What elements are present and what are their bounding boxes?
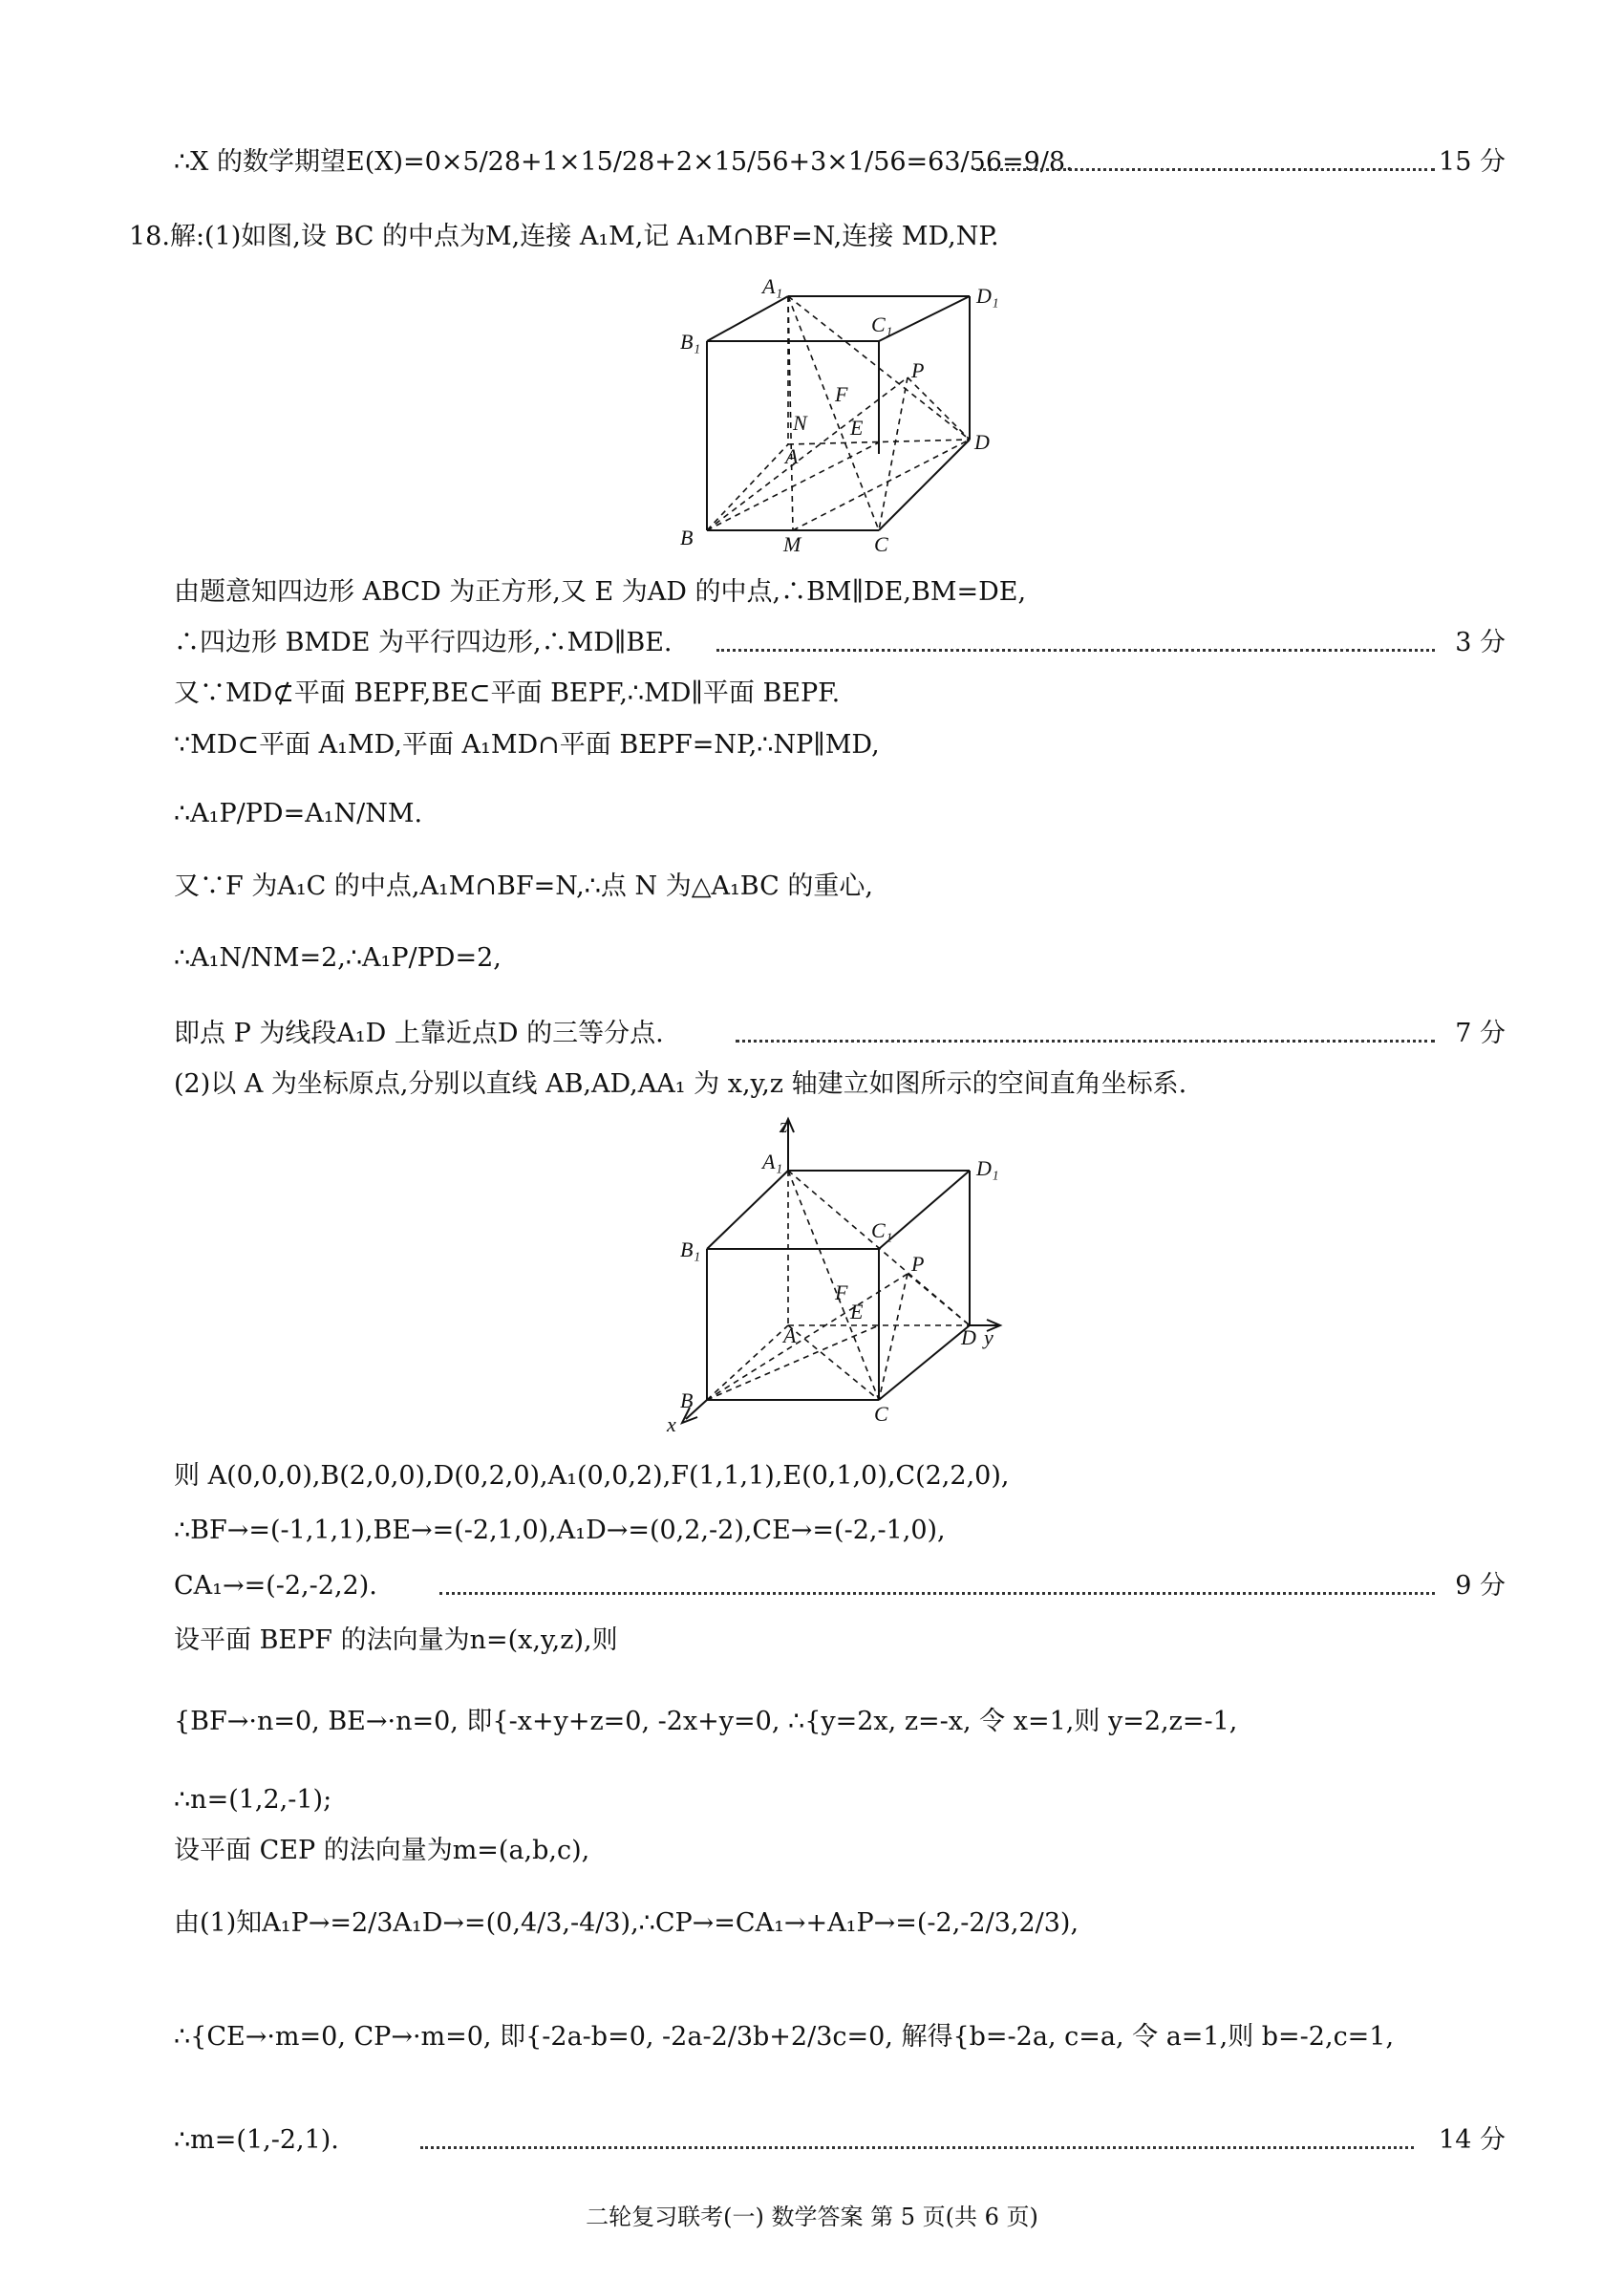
- dot-leader: [976, 168, 1435, 171]
- line-parallelogram: ∴四边形 BMDE 为平行四边形,∴MD∥BE.: [174, 628, 673, 657]
- label-B1: B₁: [680, 330, 701, 354]
- label-B: B: [680, 526, 694, 549]
- line-normal-n: 设平面 BEPF 的法向量为n=(x,y,z),则: [174, 1625, 618, 1655]
- label-C: C: [874, 532, 888, 556]
- label-D: D: [974, 430, 990, 454]
- score-9: 9 分: [1455, 1571, 1506, 1601]
- label-E: E: [850, 1300, 864, 1323]
- label-B1: B₁: [680, 1237, 701, 1261]
- label-A: A: [783, 1323, 797, 1347]
- label-C1: C₁: [871, 312, 893, 336]
- label-A1: A₁: [762, 274, 783, 298]
- line-np-parallel: ∵MD⊂平面 A₁MD,平面 A₁MD∩平面 BEPF=NP,∴NP∥MD,: [174, 730, 880, 760]
- label-D1: D₁: [976, 284, 999, 308]
- label-A: A: [785, 444, 799, 468]
- label-N: N: [793, 411, 807, 435]
- label-A1: A₁: [762, 1150, 783, 1173]
- cube-figure-2: [621, 1113, 1041, 1438]
- line-square: 由题意知四边形 ABCD 为正方形,又 E 为AD 的中点,∴BM∥DE,BM=DE,: [174, 577, 1027, 607]
- dot-leader: [736, 1040, 1435, 1043]
- line-coordinate-setup: (2)以 A 为坐标原点,分别以直线 AB,AD,AA₁ 为 x,y,z 轴建立如图所示的空间直角坐标系.: [174, 1069, 1187, 1099]
- dot-leader: [716, 649, 1435, 652]
- label-F: F: [835, 382, 848, 406]
- label-B: B: [680, 1388, 694, 1412]
- q18-intro: 18.解:(1)如图,设 BC 的中点为M,连接 A₁M,记 A₁M∩BF=N,连接 MD,NP.: [129, 222, 999, 251]
- dot-leader: [420, 2146, 1414, 2149]
- line-normal-m: 设平面 CEP 的法向量为m=(a,b,c),: [174, 1836, 590, 1865]
- line-system-n: {BF→·n=0, BE→·n=0, 即{-x+y+z=0, -2x+y=0, ∴{y=2x, z=-x, 令 x=1,则 y=2,z=-1,: [174, 1707, 1238, 1736]
- line-vector-ca1: CA₁→=(-2,-2,2).: [174, 1571, 377, 1601]
- score-14: 14 分: [1439, 2125, 1506, 2155]
- label-x: x: [667, 1412, 676, 1436]
- label-M: M: [783, 532, 801, 556]
- line-m-result: ∴m=(1,-2,1).: [174, 2125, 339, 2155]
- label-D1: D₁: [976, 1156, 999, 1180]
- line-n-result: ∴n=(1,2,-1);: [174, 1785, 332, 1815]
- line-system-m: ∴{CE→·m=0, CP→·m=0, 即{-2a-b=0, -2a-2/3b+2/3c=0, 解得{b=-2a, c=a, 令 a=1,则 b=-2,c=1,: [174, 2022, 1395, 2052]
- line-md-parallel-plane: 又∵MD⊄平面 BEPF,BE⊂平面 BEPF,∴MD∥平面 BEPF.: [174, 678, 841, 708]
- score-15: 15 分: [1439, 147, 1506, 177]
- score-7: 7 分: [1455, 1019, 1506, 1048]
- page-footer: 二轮复习联考(一) 数学答案 第 5 页(共 6 页): [586, 2204, 1038, 2230]
- cube-figure-1: [621, 272, 1022, 559]
- dot-leader: [439, 1592, 1435, 1595]
- label-C1: C₁: [871, 1218, 893, 1242]
- label-E: E: [850, 416, 864, 440]
- expectation-line: ∴X 的数学期望E(X)=0×5/28+1×15/28+2×15/56+3×1/56=63/56=9/8.: [174, 147, 1074, 177]
- line-trisection: 即点 P 为线段A₁D 上靠近点D 的三等分点.: [174, 1019, 664, 1048]
- line-ratio-1: ∴A₁P/PD=A₁N/NM.: [174, 799, 423, 828]
- label-z: z: [780, 1113, 788, 1137]
- line-centroid: 又∵F 为A₁C 的中点,A₁M∩BF=N,∴点 N 为△A₁BC 的重心,: [174, 871, 873, 901]
- label-y: y: [984, 1325, 994, 1349]
- line-ratio-2: ∴A₁N/NM=2,∴A₁P/PD=2,: [174, 943, 502, 973]
- label-D: D: [961, 1325, 976, 1349]
- label-F: F: [835, 1280, 848, 1304]
- label-P: P: [911, 1252, 925, 1276]
- line-cp: 由(1)知A₁P→=2/3A₁D→=(0,4/3,-4/3),∴CP→=CA₁→+A₁P→=(-2,-2/3,2/3),: [174, 1908, 1079, 1938]
- line-coordinates: 则 A(0,0,0),B(2,0,0),D(0,2,0),A₁(0,0,2),F(1,1,1),E(0,1,0),C(2,2,0),: [174, 1461, 1010, 1491]
- label-P: P: [911, 358, 925, 382]
- line-vectors: ∴BF→=(-1,1,1),BE→=(-2,1,0),A₁D→=(0,2,-2),CE→=(-2,-1,0),: [174, 1516, 946, 1545]
- score-3: 3 分: [1455, 628, 1506, 657]
- label-C: C: [874, 1402, 888, 1426]
